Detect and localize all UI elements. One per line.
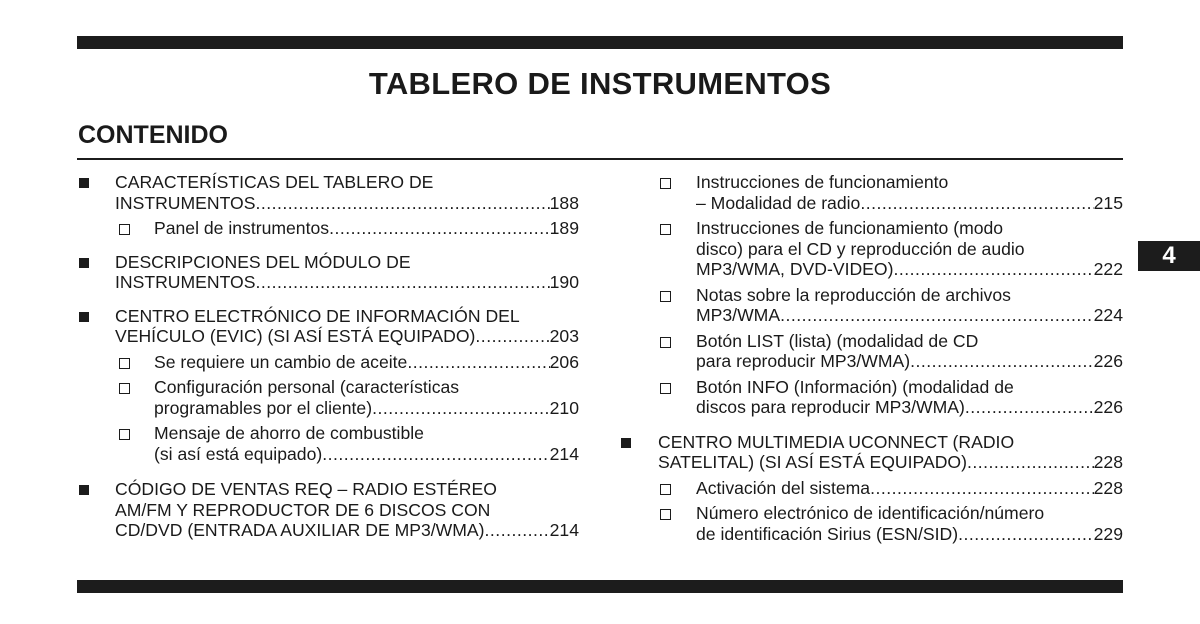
- toc-subsection-entry[interactable]: [618, 285, 1123, 326]
- toc-entry-line: [696, 351, 1123, 372]
- hollow-square-bullet-icon: [660, 509, 671, 520]
- filled-square-bullet-icon: [79, 178, 89, 188]
- toc-entry-line: [154, 218, 579, 239]
- dot-leader: [967, 452, 1094, 473]
- toc-entry-line: [658, 452, 1123, 473]
- toc-subsection-entry[interactable]: [618, 331, 1123, 372]
- toc-subsection-entry[interactable]: [77, 352, 579, 373]
- toc-entry-line: Número electrónico de identificación/número: [696, 503, 1045, 523]
- toc-page-number: 203: [549, 326, 579, 346]
- dot-leader: [255, 193, 549, 214]
- hollow-square-bullet-icon: [119, 224, 130, 235]
- toc-page-number: 226: [1093, 351, 1123, 371]
- dot-leader: [255, 272, 549, 293]
- toc-entry-line: [696, 478, 1123, 499]
- dot-leader: [485, 520, 550, 541]
- hollow-square-bullet-icon: [660, 383, 671, 394]
- dot-leader: [475, 326, 549, 347]
- toc-column-right: [618, 172, 1123, 544]
- filled-square-bullet-icon: [79, 258, 89, 268]
- toc-page-number: 222: [1093, 259, 1123, 279]
- toc-page-number: 226: [1093, 397, 1123, 417]
- toc-subsection-entry[interactable]: [618, 503, 1123, 544]
- toc-entry-text: discos para reproducir MP3/WMA): [696, 397, 965, 417]
- toc-entry-text: Activación del sistema: [696, 477, 871, 498]
- dot-leader: [958, 524, 1094, 545]
- toc-entry-text: MP3/WMA, DVD-VIDEO): [696, 259, 894, 279]
- toc-page-number: 229: [1093, 523, 1123, 544]
- filled-square-bullet-icon: [621, 438, 631, 448]
- toc-column-left: [77, 172, 579, 541]
- dot-leader: [870, 478, 1094, 499]
- hollow-square-bullet-icon: [660, 224, 671, 235]
- hollow-square-bullet-icon: [119, 429, 130, 440]
- dot-leader: [407, 352, 549, 373]
- toc-entry-line: AM/FM Y REPRODUCTOR DE 6 DISCOS CON: [115, 499, 491, 520]
- dot-leader: [780, 305, 1094, 326]
- toc-section-entry[interactable]: [77, 306, 579, 347]
- toc-page-number: 190: [549, 272, 579, 292]
- heading-divider: [77, 158, 1123, 160]
- toc-page-number: 210: [549, 397, 579, 418]
- toc-page-number: 228: [1093, 452, 1123, 472]
- toc-subsection-entry[interactable]: [618, 172, 1123, 213]
- hollow-square-bullet-icon: [660, 178, 671, 189]
- toc-entry-line: Instrucciones de funcionamiento: [696, 172, 949, 192]
- toc-entry-text: INSTRUMENTOS: [115, 272, 256, 292]
- dot-leader: [372, 398, 550, 419]
- toc-page-number: 206: [549, 351, 579, 372]
- toc-entry-line: CARACTERÍSTICAS DEL TABLERO DE: [115, 172, 434, 192]
- toc-entry-text: (si así está equipado): [154, 443, 323, 464]
- toc-page-number: 215: [1093, 192, 1123, 213]
- toc-page-number: 188: [549, 192, 579, 213]
- toc-entry-line: Botón LIST (lista) (modalidad de CD: [696, 330, 979, 351]
- toc-entry-line: Mensaje de ahorro de combustible: [154, 423, 424, 443]
- toc-page-number: 189: [549, 218, 579, 238]
- toc-entry-line: Notas sobre la reproducción de archivos: [696, 284, 1011, 305]
- filled-square-bullet-icon: [79, 485, 89, 495]
- toc-section-entry[interactable]: [618, 432, 1123, 473]
- toc-entry-line: disco) para el CD y reproducción de audio: [696, 238, 1025, 259]
- toc-entry-text: VEHÍCULO (EVIC) (SI ASÍ ESTÁ EQUIPADO): [115, 326, 476, 346]
- toc-subsection-entry[interactable]: [77, 423, 579, 464]
- dot-leader: [910, 351, 1094, 372]
- toc-section-entry[interactable]: [77, 479, 579, 541]
- toc-entry-text: de identificación Sirius (ESN/SID): [696, 523, 959, 544]
- toc-entry-text: – Modalidad de radio: [696, 192, 861, 213]
- section-heading: CONTENIDO: [78, 121, 228, 149]
- chapter-tab: 4: [1138, 241, 1200, 271]
- hollow-square-bullet-icon: [119, 358, 130, 369]
- toc-page-number: 214: [549, 443, 579, 464]
- toc-subsection-entry[interactable]: [77, 218, 579, 239]
- toc-subsection-entry[interactable]: [618, 377, 1123, 418]
- toc-entry-line: CENTRO MULTIMEDIA UCONNECT (RADIO: [658, 431, 1015, 452]
- toc-section-entry[interactable]: [77, 252, 579, 293]
- toc-page-number: 228: [1093, 477, 1123, 498]
- toc-entry-line: DESCRIPCIONES DEL MÓDULO DE: [115, 251, 411, 272]
- toc-entry-line: [696, 397, 1123, 418]
- dot-leader: [329, 218, 550, 239]
- dot-leader: [322, 444, 549, 465]
- toc-subsection-entry[interactable]: [618, 478, 1123, 499]
- filled-square-bullet-icon: [79, 312, 89, 322]
- toc-entry-line: [154, 444, 579, 465]
- toc-entry-line: [154, 352, 579, 373]
- toc-subsection-entry[interactable]: [618, 218, 1123, 280]
- toc-entry-line: CÓDIGO DE VENTAS REQ – RADIO ESTÉREO: [115, 479, 497, 499]
- toc-entry-line: Configuración personal (características: [154, 377, 460, 397]
- dot-leader: [860, 193, 1093, 214]
- dot-leader: [893, 259, 1093, 280]
- toc-entry-text: programables por el cliente): [154, 397, 373, 418]
- toc-entry-line: [696, 259, 1123, 280]
- top-rule-bar: [77, 36, 1123, 49]
- toc-entry-line: [696, 524, 1123, 545]
- toc-entry-text: INSTRUMENTOS: [115, 192, 256, 213]
- hollow-square-bullet-icon: [119, 383, 130, 394]
- toc-entry-line: [696, 305, 1123, 326]
- toc-entry-text: para reproducir MP3/WMA): [696, 351, 911, 371]
- toc-entry-text: MP3/WMA: [696, 305, 781, 325]
- toc-entry-text: Panel de instrumentos: [154, 218, 330, 238]
- page-title: TABLERO DE INSTRUMENTOS: [368, 66, 832, 101]
- toc-entry-line: [154, 398, 579, 419]
- toc-entry-text: SATELITAL) (SI ASÍ ESTÁ EQUIPADO): [658, 452, 967, 472]
- dot-leader: [965, 397, 1094, 418]
- toc-entry-text: Se requiere un cambio de aceite: [154, 351, 408, 372]
- toc-entry-line: Instrucciones de funcionamiento (modo: [696, 218, 1004, 238]
- toc-entry-text: CD/DVD (ENTRADA AUXILIAR DE MP3/WMA): [115, 520, 485, 540]
- toc-entry-line: [115, 272, 579, 293]
- toc-section-entry[interactable]: [77, 172, 579, 213]
- toc-entry-line: [115, 326, 579, 347]
- hollow-square-bullet-icon: [660, 337, 671, 348]
- toc-subsection-entry[interactable]: [77, 377, 579, 418]
- toc-entry-line: CENTRO ELECTRÓNICO DE INFORMACIÓN DEL: [115, 305, 520, 326]
- toc-entry-line: [115, 520, 579, 541]
- toc-entry-line: Botón INFO (Información) (modalidad de: [696, 376, 1014, 397]
- toc-page-number: 224: [1093, 305, 1123, 325]
- toc-entry-line: [696, 193, 1123, 214]
- hollow-square-bullet-icon: [660, 484, 671, 495]
- toc-entry-line: [115, 193, 579, 214]
- hollow-square-bullet-icon: [660, 291, 671, 302]
- bottom-rule-bar: [77, 580, 1123, 593]
- toc-page-number: 214: [549, 520, 579, 540]
